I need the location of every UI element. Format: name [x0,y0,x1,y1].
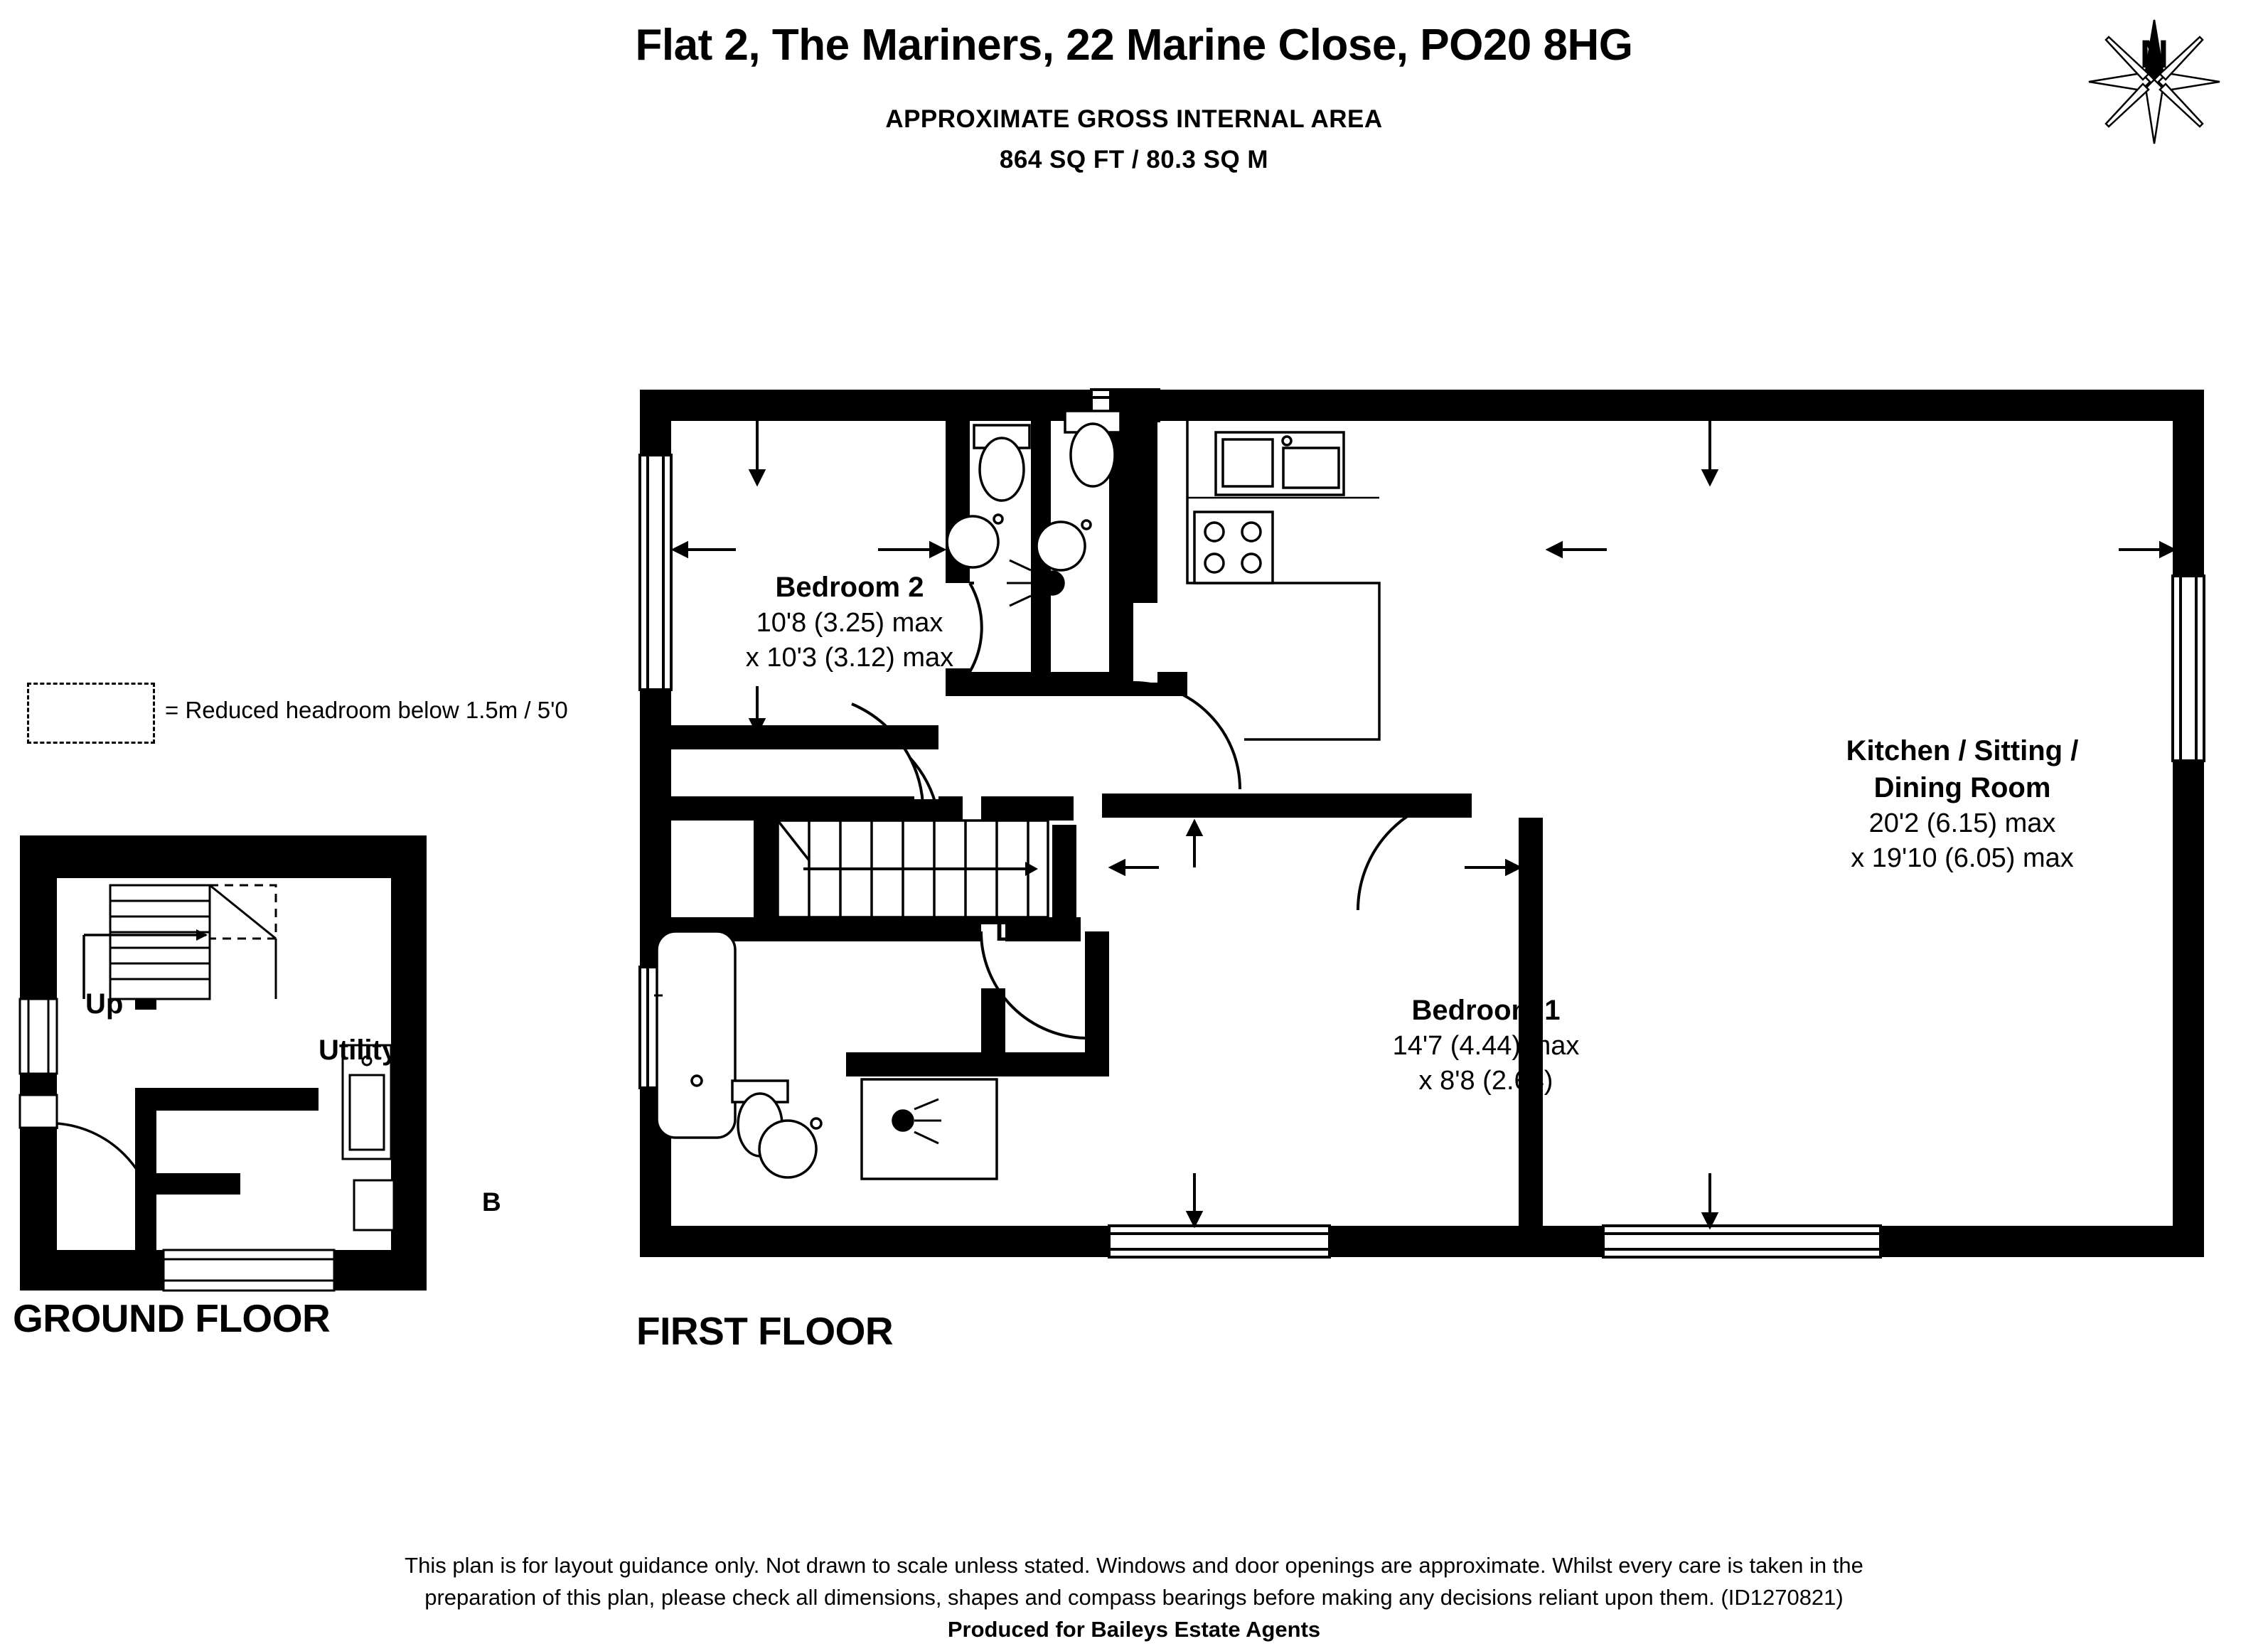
footer-line-1: This plan is for layout guidance only. Not drawn to scale unless stated. Windows and door openings are approximate. Whilst every care is taken in the [405,1553,1863,1578]
bedroom-2-name: Bedroom 2 [775,572,924,603]
kitchen-dimension-2: x 19'10 (6.05) max [1851,843,2074,874]
first-floor-caption: FIRST FLOOR [636,1309,894,1353]
boiler-label: B [482,1187,501,1217]
footer-line-2: preparation of this plan, please check all dimensions, shapes and compass bearings before making any decisions reliant upon them. (ID1270821) [424,1584,1844,1610]
reduced-headroom-legend-text: = Reduced headroom below 1.5m / 5'0 [165,697,568,723]
room-label-kitchen-sitting-dining [1763,732,2161,877]
kitchen-name-line-2: Dining Room [1873,772,2051,803]
footer-disclaimer [0,1550,2268,1646]
room-label-utility: Utility [319,1035,398,1066]
bedroom-1-name: Bedroom 1 [1411,995,1561,1026]
gross-internal-area-value: 864 SQ FT / 80.3 SQ M [999,146,1269,173]
room-label-bedroom-1 [1308,992,1664,1099]
stairs-down-label: Dn [995,916,1034,947]
kitchen-name-line-1: Kitchen / Sitting / [1846,735,2079,766]
bedroom-1-dimension-2: x 8'8 (2.64) [1418,1066,1553,1096]
ground-floor-plan [0,811,569,1294]
bedroom-1-dimension-1: 14'7 (4.44) max [1392,1031,1580,1061]
gross-internal-area-label: APPROXIMATE GROSS INTERNAL AREA [885,105,1383,133]
kitchen-dimension-1: 20'2 (6.15) max [1868,808,2056,838]
room-label-bedroom-2 [693,569,1006,676]
reduced-headroom-swatch [27,683,155,744]
stairs-up-label: Up [85,988,124,1020]
compass-north-letter: N [2139,31,2169,76]
page-title: Flat 2, The Mariners, 22 Marine Close, PO20 8HG [635,21,1633,70]
compass-rose [2083,14,2225,149]
bedroom-2-dimension-1: 10'8 (3.25) max [756,608,943,638]
bedroom-2-dimension-2: x 10'3 (3.12) max [745,643,954,673]
footer-produced-for: Produced for Baileys Estate Agents [947,1616,1321,1642]
ground-floor-caption: GROUND FLOOR [13,1296,331,1340]
